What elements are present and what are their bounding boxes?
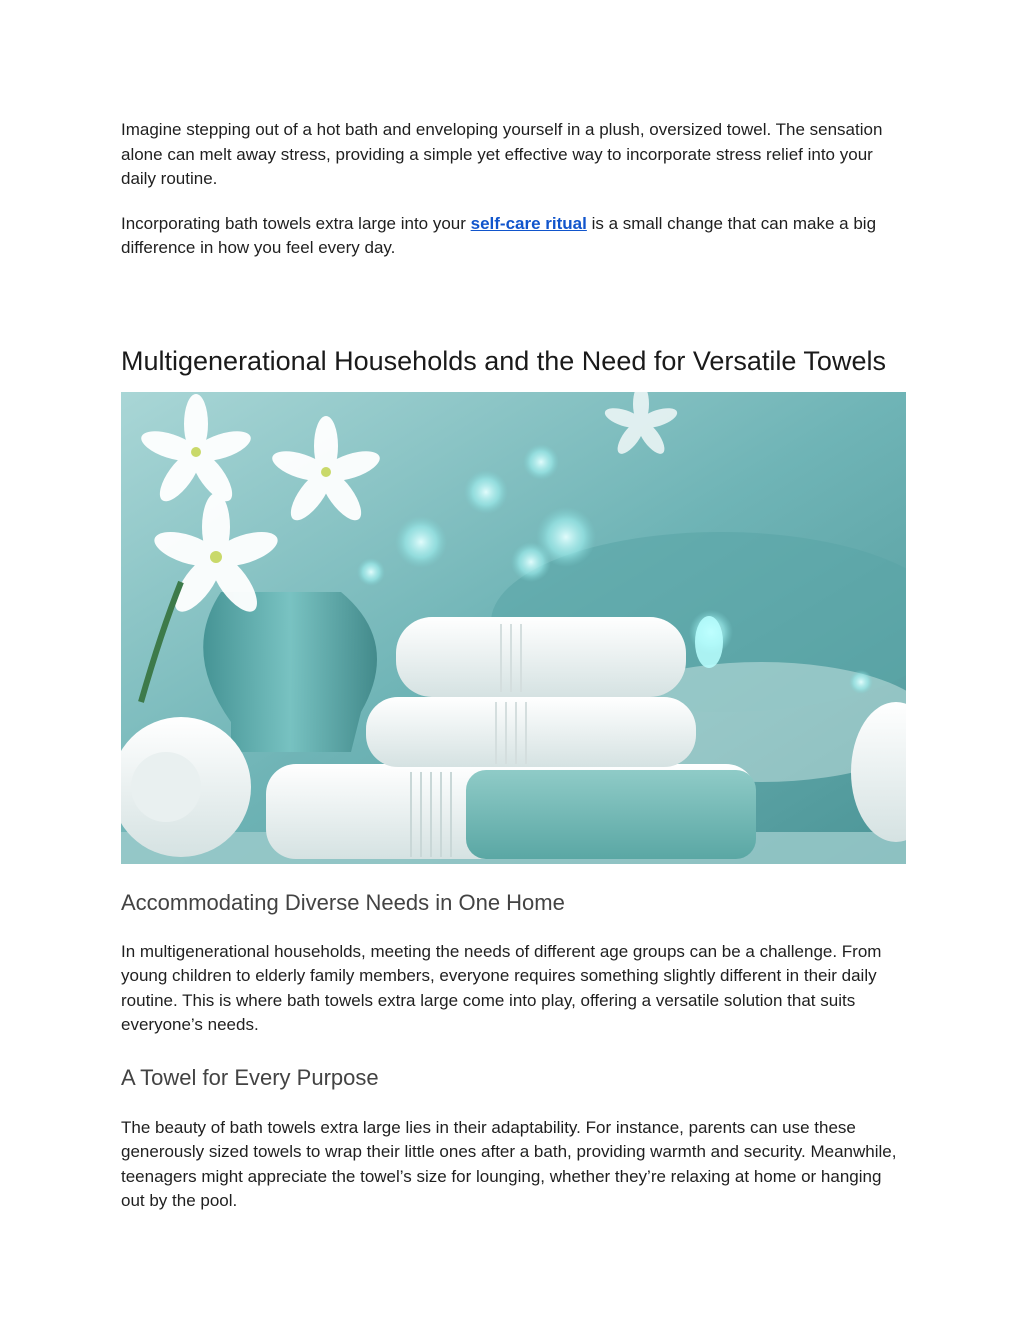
self-care-ritual-link[interactable]: self-care ritual bbox=[470, 213, 587, 233]
every-purpose-paragraph: The beauty of bath towels extra large lies in their adaptability. For instance, parents can use these generously sized towels to wrap their little ones after a bath, providing warmth and security. Meanwhile, teenagers might appreciate the towel’s size for lounging, whether they’re relaxing at home or hanging out by the pool. bbox=[121, 1117, 897, 1210]
intro-paragraph-1: Imagine stepping out of a hot bath and enveloping yourself in a plush, oversized towel. The sensation alone can melt away stress, providing a simple yet effective way to incorporate stress relief into your daily routine. bbox=[121, 120, 883, 188]
section-heading: Multigenerational Households and the Need for Versatile Towels bbox=[121, 345, 886, 376]
intro-paragraph-2-end: is a small change that can make a big difference in how you feel every day. bbox=[121, 213, 877, 257]
intro-paragraph-2 bbox=[121, 212, 906, 261]
intro-paragraph-2-start: Incorporating bath towels extra large into your bbox=[121, 213, 471, 233]
towels-spa-image bbox=[121, 392, 906, 864]
diverse-needs-paragraph: In multigenerational households, meeting the needs of different age groups can be a challenge. From young children to elderly family members, everyone requires something slightly different in their daily routine. This is where bath towels extra large come into play, offering a versatile solution that suits everyone’s needs. bbox=[121, 941, 882, 1034]
subsection-heading-every-purpose: A Towel for Every Purpose bbox=[121, 1064, 379, 1090]
subsection-heading-diverse-needs: Accommodating Diverse Needs in One Home bbox=[121, 889, 565, 915]
document-page bbox=[121, 118, 906, 1214]
